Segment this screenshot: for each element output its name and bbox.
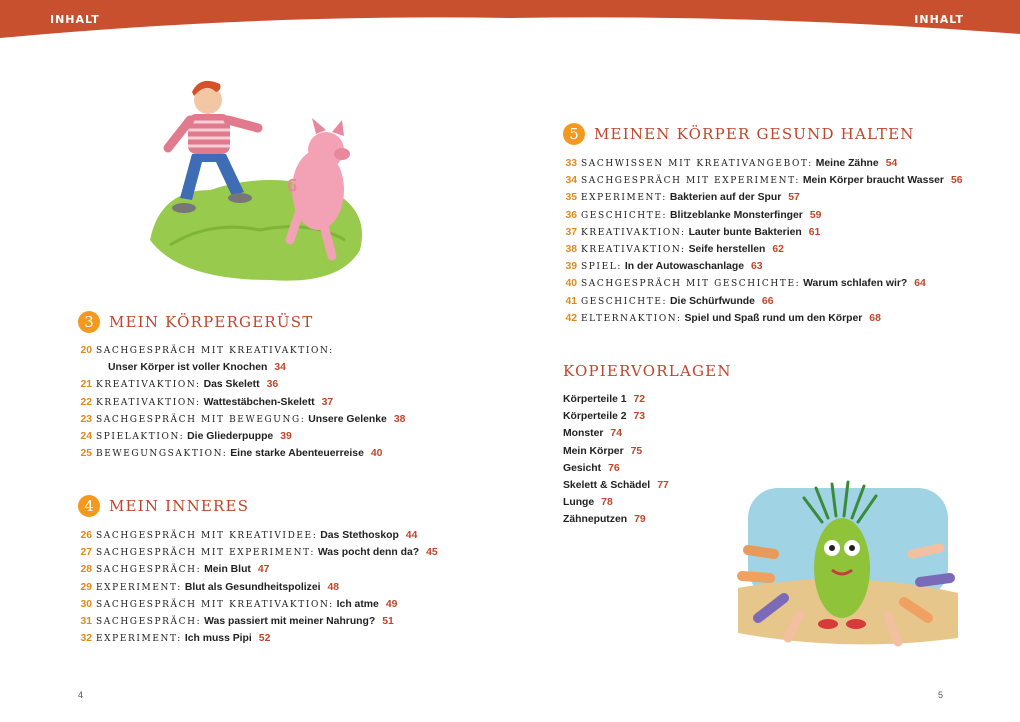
item-category: SACHWISSEN MIT KREATIVANGEBOT: xyxy=(581,159,813,169)
toc-item[interactable] xyxy=(77,596,457,613)
item-page: 40 xyxy=(370,448,383,460)
toc-item[interactable] xyxy=(77,561,457,578)
item-page: 56 xyxy=(950,175,963,187)
item-number: 22 xyxy=(80,396,92,408)
item-category: ELTERNAKTION: xyxy=(581,313,682,324)
toc-item[interactable] xyxy=(77,445,457,462)
item-page: 77 xyxy=(657,479,669,491)
item-category: KREATIVAKTION: xyxy=(96,380,201,391)
item-category: SACHGESPRÄCH: xyxy=(96,565,202,576)
header-label-right: INHALT xyxy=(914,13,964,26)
item-number: 41 xyxy=(565,295,577,307)
item-page: 47 xyxy=(257,564,270,576)
item-category: SPIEL: xyxy=(581,262,622,273)
item-number: 37 xyxy=(565,226,577,238)
item-page: 52 xyxy=(258,633,271,645)
item-page: 66 xyxy=(761,295,774,307)
item-title: Blut als Gesundheitspolizei xyxy=(184,581,321,593)
item-page: 72 xyxy=(633,394,646,405)
item-number: 29 xyxy=(80,581,92,593)
toc-item[interactable] xyxy=(77,613,457,630)
section-3-heading xyxy=(78,311,313,333)
kopier-item[interactable] xyxy=(563,391,669,408)
section-number-badge: 5 xyxy=(563,123,585,145)
page-number-right: 5 xyxy=(938,690,944,700)
item-page: 39 xyxy=(280,430,292,442)
kopier-item[interactable] xyxy=(563,477,669,494)
item-category: EXPERIMENT: xyxy=(96,634,182,645)
item-page: 38 xyxy=(393,413,406,425)
item-category: SACHGESPRÄCH MIT KREATIVAKTION: xyxy=(96,599,334,610)
item-category: BEWEGUNGSAKTION: xyxy=(96,449,228,460)
item-page: 57 xyxy=(788,192,800,204)
item-category: KREATIVAKTION: xyxy=(96,397,201,408)
toc-item[interactable] xyxy=(77,376,457,393)
item-page: 45 xyxy=(426,547,438,559)
item-title: Was passiert mit meiner Nahrung? xyxy=(204,615,376,627)
kopier-item[interactable] xyxy=(563,443,669,460)
item-number: 38 xyxy=(565,243,577,255)
kopier-item[interactable] xyxy=(563,425,669,442)
section-title: MEINEN KÖRPER GESUND HALTEN xyxy=(594,125,915,143)
item-page: 68 xyxy=(869,312,881,324)
item-title: Eine starke Abenteuerreise xyxy=(230,448,364,460)
toc-item[interactable] xyxy=(77,579,457,596)
section-number-badge: 4 xyxy=(78,495,100,517)
toc-item[interactable] xyxy=(77,428,457,445)
item-page: 37 xyxy=(321,396,334,408)
item-page: 62 xyxy=(772,243,784,255)
item-category: KREATIVAKTION: xyxy=(581,227,686,238)
item-category: SACHGESPRÄCH: xyxy=(96,616,202,627)
item-page: 75 xyxy=(630,445,643,457)
kopiervorlagen-list xyxy=(563,391,669,529)
item-category: SACHGESPRÄCH MIT BEWEGUNG: xyxy=(96,414,306,425)
item-title: Ich muss Pipi xyxy=(184,633,252,645)
item-number: 23 xyxy=(80,413,92,425)
item-page: 76 xyxy=(608,462,620,474)
item-number: 35 xyxy=(565,192,577,204)
item-category: EXPERIMENT: xyxy=(581,193,667,204)
item-title: Skelett & Schädel xyxy=(563,479,651,491)
item-page: 36 xyxy=(266,379,279,391)
toc-item[interactable] xyxy=(562,224,982,241)
toc-item[interactable] xyxy=(562,172,982,189)
item-title: Bakterien auf der Spur xyxy=(669,192,782,204)
toc-item[interactable] xyxy=(562,207,982,224)
item-number: 34 xyxy=(565,175,577,187)
item-category: SACHGESPRÄCH MIT GESCHICHTE: xyxy=(581,279,801,290)
section-4-heading xyxy=(78,495,249,517)
item-title: Mein Körper braucht Wasser xyxy=(802,175,944,187)
item-title: Meine Zähne xyxy=(815,158,879,169)
item-page: 54 xyxy=(885,158,898,169)
toc-item[interactable] xyxy=(562,241,982,258)
item-category: SACHGESPRÄCH MIT EXPERIMENT: xyxy=(581,176,800,187)
item-category: SACHGESPRÄCH MIT EXPERIMENT: xyxy=(96,548,315,559)
item-number: 33 xyxy=(565,158,577,169)
item-number: 39 xyxy=(565,261,577,273)
item-number: 32 xyxy=(80,633,92,645)
item-category: GESCHICHTE: xyxy=(581,210,668,221)
section-4-list xyxy=(77,527,457,647)
item-title: Mein Blut xyxy=(204,564,251,576)
item-number: 40 xyxy=(565,278,577,290)
toc-item[interactable] xyxy=(77,411,457,428)
item-page: 34 xyxy=(274,362,286,374)
item-page: 79 xyxy=(634,514,646,526)
item-page: 78 xyxy=(601,497,613,509)
item-number: 26 xyxy=(80,530,92,541)
toc-item[interactable] xyxy=(77,394,457,411)
item-number: 31 xyxy=(80,615,92,627)
item-category: SACHGESPRÄCH MIT KREATIVAKTION: xyxy=(96,346,334,356)
kopier-item[interactable] xyxy=(563,494,669,511)
item-category: SPIELAKTION: xyxy=(96,431,185,442)
section-title: KOPIERVORLAGEN xyxy=(563,362,732,380)
item-title: Mein Körper xyxy=(563,445,624,457)
item-number: 20 xyxy=(80,345,92,356)
toc-item[interactable] xyxy=(77,342,457,359)
toc-item[interactable] xyxy=(77,359,457,376)
item-number: 25 xyxy=(80,448,92,460)
item-title: Die Schürfwunde xyxy=(670,295,755,307)
kopier-item[interactable] xyxy=(563,408,669,425)
section-5-heading xyxy=(563,123,915,145)
toc-item[interactable] xyxy=(562,155,982,172)
item-page: 73 xyxy=(633,411,646,423)
item-title: Monster xyxy=(563,428,604,440)
item-category: EXPERIMENT: xyxy=(96,582,182,593)
item-title: Ich atme xyxy=(336,598,379,610)
item-title: Die Gliederpuppe xyxy=(187,430,274,442)
toc-item[interactable] xyxy=(77,544,457,561)
item-category: SACHGESPRÄCH MIT KREATIVIDEE: xyxy=(96,531,318,541)
section-number-badge: 3 xyxy=(78,311,100,333)
item-title: Unser Körper ist voller Knochen xyxy=(108,362,268,374)
item-number: 21 xyxy=(80,379,92,391)
page-number-left: 4 xyxy=(78,690,84,700)
item-title: Blitzeblanke Monsterfinger xyxy=(670,209,803,221)
item-category: KREATIVAKTION: xyxy=(581,244,686,255)
item-number: 36 xyxy=(565,209,577,221)
section-title: MEIN INNERES xyxy=(109,497,250,515)
section-5-list xyxy=(562,155,982,327)
toc-item[interactable] xyxy=(77,630,457,647)
section-title: MEIN KÖRPERGERÜST xyxy=(109,313,314,331)
toc-item[interactable] xyxy=(562,275,982,292)
item-title: Körperteile 1 xyxy=(563,394,627,405)
item-title: Spiel und Spaß rund um den Körper xyxy=(684,312,863,324)
toc-item[interactable] xyxy=(562,293,982,310)
item-category: GESCHICHTE: xyxy=(581,296,668,307)
item-title: Das Skelett xyxy=(203,379,260,391)
item-title: Körperteile 2 xyxy=(563,411,627,423)
toc-item[interactable] xyxy=(562,258,982,275)
section-3-list xyxy=(77,342,457,462)
item-number: 30 xyxy=(80,598,92,610)
item-title: Gesicht xyxy=(563,462,602,474)
item-title: Lunge xyxy=(563,497,595,509)
item-page: 59 xyxy=(809,209,822,221)
header-label-left: INHALT xyxy=(50,13,100,26)
item-title: Seife herstellen xyxy=(688,243,766,255)
item-title: Unsere Gelenke xyxy=(308,413,387,425)
header-banner xyxy=(0,0,1020,40)
toc-item[interactable] xyxy=(562,310,982,327)
kopiervorlagen-heading xyxy=(563,362,732,380)
monster-illustration xyxy=(728,478,968,658)
item-number: 42 xyxy=(565,312,577,324)
item-page: 61 xyxy=(808,226,821,238)
toc-item[interactable] xyxy=(77,527,457,544)
item-page: 63 xyxy=(751,261,763,273)
item-page: 44 xyxy=(405,530,418,541)
item-page: 49 xyxy=(385,598,398,610)
item-title: Zähneputzen xyxy=(563,514,628,526)
item-title: Was pocht denn da? xyxy=(317,547,420,559)
item-page: 64 xyxy=(914,278,926,290)
item-title: Warum schlafen wir? xyxy=(803,278,908,290)
item-title: Lauter bunte Bakterien xyxy=(688,226,802,238)
item-page: 48 xyxy=(327,581,340,593)
item-title: Wattestäbchen-Skelett xyxy=(203,396,315,408)
boy-and-pig-illustration xyxy=(140,70,370,290)
item-number: 27 xyxy=(80,547,92,559)
kopier-item[interactable] xyxy=(563,511,669,528)
item-number: 28 xyxy=(80,564,92,576)
item-title: In der Autowaschanlage xyxy=(624,261,744,273)
item-page: 51 xyxy=(382,615,394,627)
item-title: Das Stethoskop xyxy=(320,530,399,541)
item-number: 24 xyxy=(80,430,92,442)
item-page: 74 xyxy=(610,428,622,440)
kopier-item[interactable] xyxy=(563,460,669,477)
toc-item[interactable] xyxy=(562,189,982,206)
